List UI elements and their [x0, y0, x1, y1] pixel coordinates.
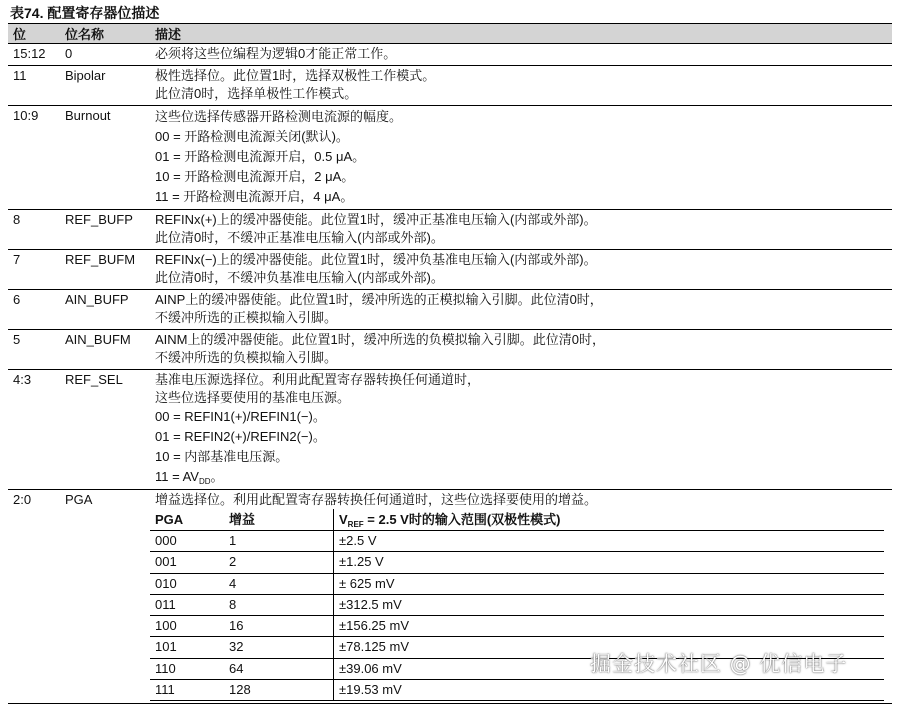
bit-cell: 2:0	[8, 490, 60, 704]
description-cell	[150, 250, 892, 290]
bit-name-cell: REF_BUFP	[60, 210, 150, 250]
pga-header-range	[334, 509, 885, 531]
pga-row	[150, 552, 884, 573]
pga-row	[150, 616, 884, 637]
pga-code-cell: 111	[150, 680, 224, 701]
table-caption: 表74. 配置寄存器位描述	[10, 5, 160, 21]
table-row	[8, 66, 892, 106]
description-line: 这些位选择要使用的基准电压源。	[155, 390, 351, 405]
pga-row	[150, 531, 884, 552]
description-cell	[150, 106, 892, 210]
description-cell	[150, 66, 892, 106]
description-line: 10 = 开路检测电流源开启，2 μA。	[155, 169, 355, 184]
description-line: 基准电压源选择位。利用此配置寄存器转换任何通道时，	[155, 372, 481, 387]
description-line: 必须将这些位编程为逻辑0才能正常工作。	[155, 46, 397, 61]
description-line: 不缓冲所选的正模拟输入引脚。	[155, 310, 338, 325]
bit-name-cell: REF_SEL	[60, 370, 150, 490]
description-line: AINP上的缓冲器使能。此位置1时，缓冲所选的正模拟输入引脚。此位清0时，	[155, 292, 603, 307]
bit-cell: 11	[8, 66, 60, 106]
description-cell	[150, 330, 892, 370]
pga-range-cell: ±2.5 V	[334, 531, 885, 552]
bit-cell: 7	[8, 250, 60, 290]
bit-name-cell: AIN_BUFM	[60, 330, 150, 370]
watermark: 掘金技术社区 @ 优信电子	[590, 652, 848, 676]
bit-cell: 15:12	[8, 44, 60, 66]
bit-cell: 4:3	[8, 370, 60, 490]
vref-prefix: V	[339, 511, 348, 527]
description-line	[155, 467, 888, 487]
pga-code-cell: 010	[150, 573, 224, 594]
header-bit-name: 位名称	[60, 24, 150, 44]
vref-subscript: REF	[347, 519, 364, 529]
table-row	[8, 330, 892, 370]
description-line: 10 = 内部基准电压源。	[155, 449, 289, 464]
pga-gain-cell: 64	[224, 658, 334, 679]
pga-gain-cell: 16	[224, 616, 334, 637]
pga-gain-cell: 32	[224, 637, 334, 658]
description-line: 增益选择位。利用此配置寄存器转换任何通道时，这些位选择要使用的增益。	[155, 492, 598, 507]
bit-name-cell: Burnout	[60, 106, 150, 210]
pga-code-cell: 011	[150, 594, 224, 615]
description-line: 01 = REFIN2(+)/REFIN2(−)。	[155, 429, 326, 444]
description-line: REFINx(+)上的缓冲器使能。此位置1时，缓冲正基准电压输入(内部或外部)。	[155, 212, 597, 227]
pga-gain-cell: 2	[224, 552, 334, 573]
pga-code-cell: 110	[150, 658, 224, 679]
header-bit: 位	[8, 24, 60, 44]
description-line: 此位清0时，不缓冲正基准电压输入(内部或外部)。	[155, 230, 444, 245]
pga-range-cell: ±1.25 V	[334, 552, 885, 573]
description-line: 不缓冲所选的负模拟输入引脚。	[155, 350, 338, 365]
bit-name-cell: AIN_BUFP	[60, 290, 150, 330]
description-line: AINM上的缓冲器使能。此位置1时，缓冲所选的负模拟输入引脚。此位清0时，	[155, 332, 605, 347]
avdd-subscript: DD	[198, 477, 211, 486]
pga-header-gain: 增益	[224, 509, 334, 531]
description-line: 00 = 开路检测电流源关闭(默认)。	[155, 129, 349, 144]
register-table-document	[8, 4, 892, 704]
bit-cell: 8	[8, 210, 60, 250]
pga-row	[150, 680, 884, 701]
description-cell	[150, 370, 892, 490]
vref-suffix: = 2.5 V时的输入范围(双极性模式)	[363, 511, 561, 527]
pga-range-cell: ±19.53 mV	[334, 680, 885, 701]
pga-range-cell: ±156.25 mV	[334, 616, 885, 637]
pga-header-row	[150, 509, 884, 531]
pga-code-cell: 001	[150, 552, 224, 573]
bit-name-cell: 0	[60, 44, 150, 66]
description-line: 这些位选择传感器开路检测电流源的幅度。	[155, 109, 403, 124]
pga-row	[150, 594, 884, 615]
avdd-suffix: 。	[210, 469, 224, 484]
table-row	[8, 44, 892, 66]
table-row	[8, 106, 892, 210]
bit-cell: 6	[8, 290, 60, 330]
pga-code-cell: 101	[150, 637, 224, 658]
bit-name-cell: REF_BUFM	[60, 250, 150, 290]
description-line: 此位清0时，不缓冲负基准电压输入(内部或外部)。	[155, 270, 444, 285]
header-description: 描述	[150, 24, 892, 44]
description-line: 此位清0时，选择单极性工作模式。	[155, 86, 358, 101]
pga-code-cell: 000	[150, 531, 224, 552]
pga-row	[150, 573, 884, 594]
pga-gain-cell: 8	[224, 594, 334, 615]
pga-range-cell: ±78.125 mV	[334, 637, 885, 658]
bit-name-cell: Bipolar	[60, 66, 150, 106]
pga-range-cell: ±39.06 mV	[334, 658, 885, 679]
pga-gain-cell: 128	[224, 680, 334, 701]
description-line: 极性选择位。此位置1时，选择双极性工作模式。	[155, 68, 436, 83]
header-row	[8, 24, 892, 44]
table-row	[8, 210, 892, 250]
bit-cell: 5	[8, 330, 60, 370]
bit-cell: 10:9	[8, 106, 60, 210]
pga-range-cell: ±312.5 mV	[334, 594, 885, 615]
pga-gain-cell: 1	[224, 531, 334, 552]
description-cell	[150, 290, 892, 330]
description-line: 01 = 开路检测电流源开启，0.5 μA。	[155, 149, 366, 164]
table-row	[8, 370, 892, 490]
pga-code-cell: 100	[150, 616, 224, 637]
pga-range-cell: ± 625 mV	[334, 573, 885, 594]
pga-gain-cell: 4	[224, 573, 334, 594]
bit-name-cell: PGA	[60, 490, 150, 704]
table-row	[8, 250, 892, 290]
description-line: REFINx(−)上的缓冲器使能。此位置1时，缓冲负基准电压输入(内部或外部)。	[155, 252, 597, 267]
description-line: 11 = 开路检测电流源开启，4 μA。	[155, 189, 354, 204]
config-register-table	[8, 23, 892, 704]
description-cell	[150, 44, 892, 66]
description-cell	[150, 210, 892, 250]
table-row	[8, 290, 892, 330]
description-line: 00 = REFIN1(+)/REFIN1(−)。	[155, 409, 326, 424]
avdd-prefix: 11 = AV	[155, 469, 199, 484]
pga-header-code: PGA	[150, 509, 224, 531]
